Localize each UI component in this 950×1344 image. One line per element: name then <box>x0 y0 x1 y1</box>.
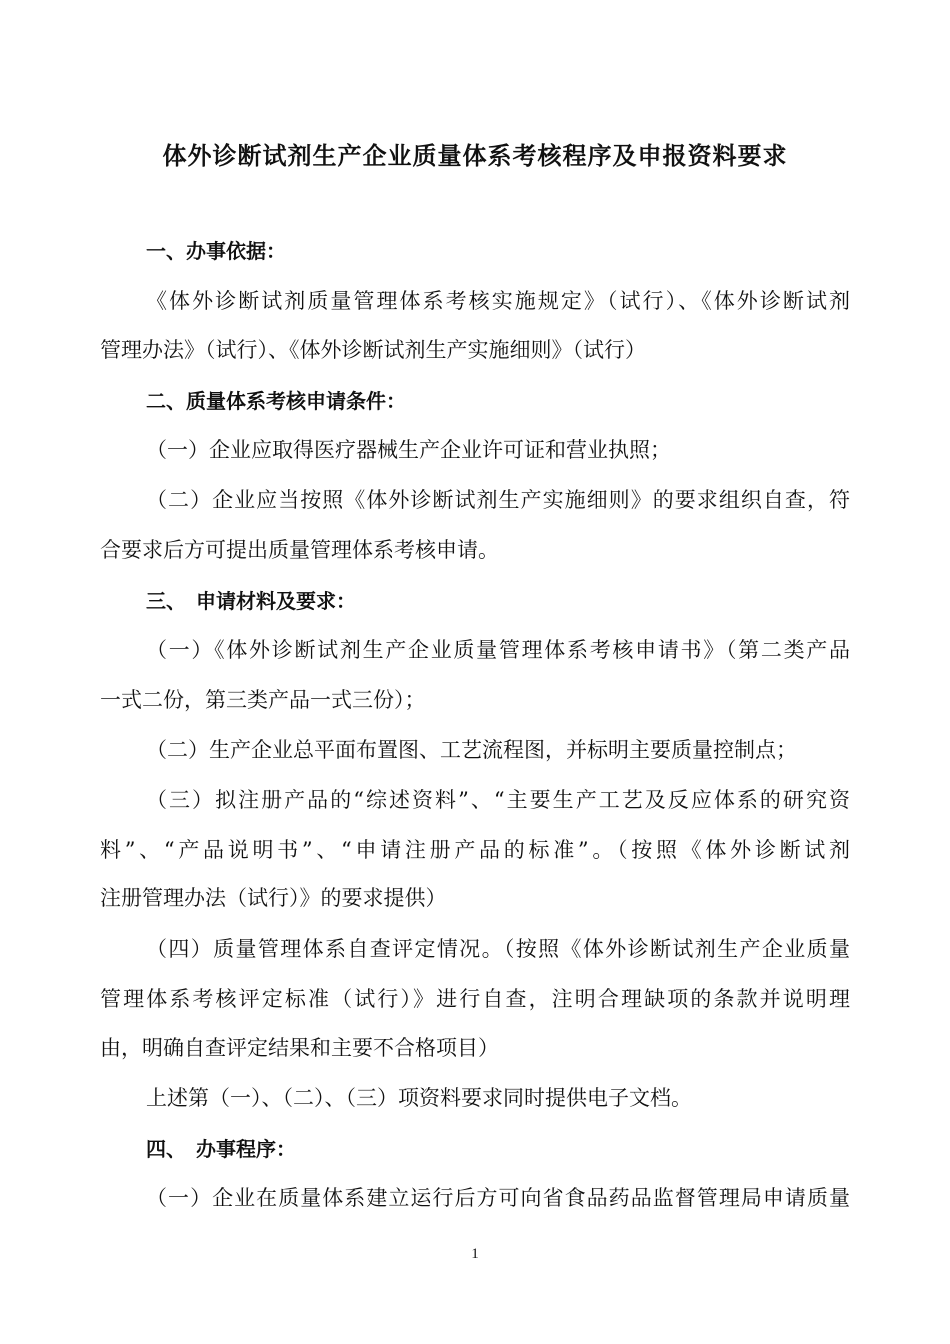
section-heading-procedure: 四、 办事程序： <box>146 1137 296 1161</box>
paragraph-line: 管理体系考核评定标准（试行）》进行自查，注明合理缺项的条款并说明理 <box>100 987 850 1011</box>
section-heading-basis: 一、办事依据： <box>146 239 286 263</box>
paragraph-line: 料”、“产品说明书”、“申请注册产品的标准”。（按照《体外诊断试剂 <box>100 838 850 862</box>
paragraph-line: 《体外诊断试剂质量管理体系考核实施规定》（试行）、《体外诊断试剂 <box>146 289 850 313</box>
section-heading-materials: 三、 申请材料及要求： <box>146 589 356 613</box>
paragraph-line: 合要求后方可提出质量管理体系考核申请。 <box>100 538 499 562</box>
paragraph-line: 由，明确自查评定结果和主要不合格项目） <box>100 1036 499 1060</box>
paragraph-line: 注册管理办法（试行）》的要求提供） <box>100 886 447 910</box>
page-number: 1 <box>471 1246 479 1262</box>
paragraph-line: 管理办法》（试行）、《体外诊断试剂生产实施细则》（试行） <box>100 338 646 362</box>
paragraph-line: 一式二份，第三类产品一式三份）； <box>100 688 426 712</box>
paragraph-line: （一）《体外诊断试剂生产企业质量管理体系考核申请书》（第二类产品 <box>146 638 850 662</box>
paragraph-line: （三）拟注册产品的“综述资料”、“主要生产工艺及反应体系的研究资 <box>146 788 850 812</box>
paragraph-line: （四）质量管理体系自查评定情况。（按照《体外诊断试剂生产企业质量 <box>146 937 850 961</box>
section-heading-conditions: 二、质量体系考核申请条件： <box>146 389 406 413</box>
document-title: 体外诊断试剂生产企业质量体系考核程序及申报资料要求 <box>162 142 788 170</box>
paragraph-line: （二）生产企业总平面布置图、工艺流程图，并标明主要质量控制点； <box>146 738 797 762</box>
paragraph-line: 上述第（一）、（二）、（三）项资料要求同时提供电子文档。 <box>146 1086 692 1110</box>
paragraph-line: （一）企业应取得医疗器械生产企业许可证和营业执照； <box>146 438 671 462</box>
paragraph-line: （一）企业在质量体系建立运行后方可向省食品药品监督管理局申请质量 <box>146 1186 850 1210</box>
paragraph-line: （二）企业应当按照《体外诊断试剂生产实施细则》的要求组织自查，符 <box>146 488 850 512</box>
